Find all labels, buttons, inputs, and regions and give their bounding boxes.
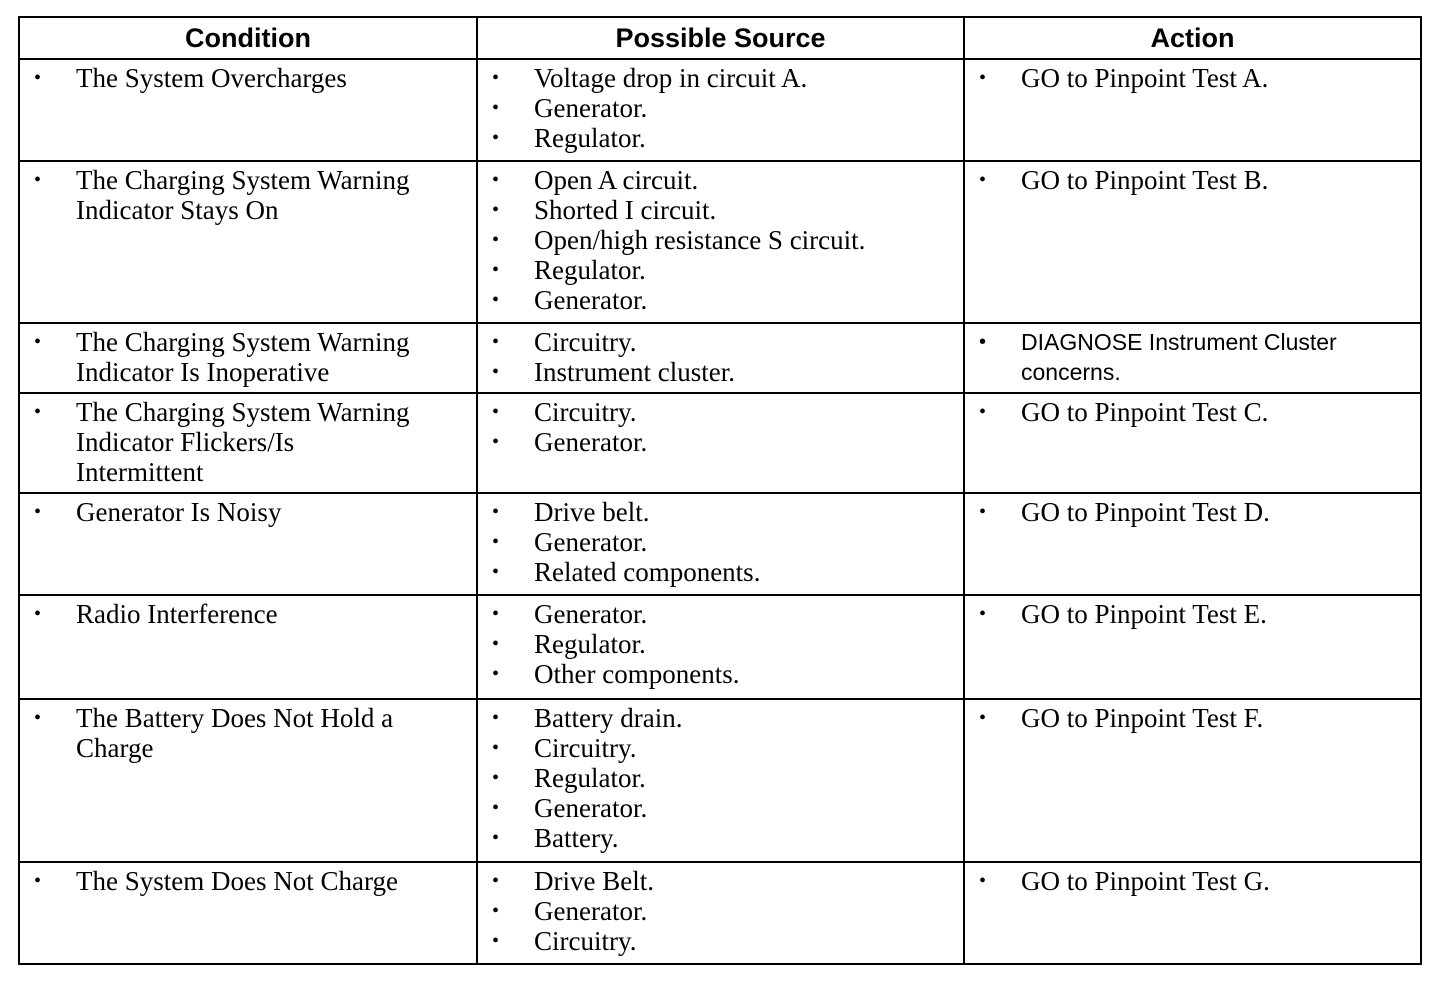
source-item: • Generator. [492, 285, 648, 315]
header-possible-source: Possible Source [477, 17, 964, 59]
table-row [19, 323, 1421, 393]
source-item: • Circuitry. [492, 327, 637, 357]
source-item: • Generator. [492, 527, 648, 557]
source-item: • Circuitry. [492, 397, 637, 427]
header-condition: Condition [19, 17, 477, 59]
table-row [19, 699, 1421, 862]
action-item: • GO to Pinpoint Test G. [979, 866, 1270, 896]
condition-item: • The Battery Does Not Hold a Charge [34, 703, 394, 763]
condition-cell [19, 595, 477, 699]
bullet: • [34, 67, 42, 89]
source-item: • Battery. [492, 823, 619, 853]
table-row [19, 161, 1421, 323]
source-item: • Generator. [492, 93, 648, 123]
source-item: • Generator. [492, 599, 648, 629]
bullet: • [492, 827, 500, 849]
bullet: • [979, 169, 987, 191]
source-cell [477, 323, 964, 393]
table-row [19, 595, 1421, 699]
action-item: • GO to Pinpoint Test A. [979, 63, 1269, 93]
diagnosis-table [18, 16, 1422, 965]
table-row [19, 393, 1421, 493]
bullet: • [492, 561, 500, 583]
condition-cell [19, 323, 477, 393]
bullet: • [979, 707, 987, 729]
bullet: • [979, 401, 987, 423]
source-item: • Generator. [492, 427, 648, 457]
bullet: • [979, 603, 987, 625]
source-item: • Regulator. [492, 123, 646, 153]
condition-item: • Radio Interference [34, 599, 278, 629]
bullet: • [492, 401, 500, 423]
bullet: • [492, 229, 500, 251]
bullet: • [34, 331, 42, 353]
condition-cell [19, 59, 477, 161]
action-item: • GO to Pinpoint Test C. [979, 397, 1269, 427]
bullet: • [979, 331, 987, 353]
bullet: • [34, 707, 42, 729]
source-item: • Related components. [492, 557, 761, 587]
source-item: • Shorted I circuit. [492, 195, 717, 225]
source-item: • Battery drain. [492, 703, 683, 733]
bullet: • [492, 501, 500, 523]
bullet: • [492, 331, 500, 353]
source-item: • Generator. [492, 793, 648, 823]
header-action: Action [964, 17, 1421, 59]
source-item: • Instrument cluster. [492, 357, 735, 387]
action-cell [964, 493, 1421, 595]
source-item: • Regulator. [492, 763, 646, 793]
bullet: • [979, 67, 987, 89]
bullet: • [492, 870, 500, 892]
source-item: • Voltage drop in circuit A. [492, 63, 808, 93]
bullet: • [492, 361, 500, 383]
source-cell [477, 393, 964, 493]
source-item: • Other components. [492, 659, 740, 689]
table-row [19, 862, 1421, 964]
bullet: • [492, 737, 500, 759]
action-cell [964, 393, 1421, 493]
source-item: • Drive belt. [492, 497, 650, 527]
condition-item: • The Charging System Warning Indicator Flickers/Is Intermittent [34, 397, 410, 487]
bullet: • [492, 930, 500, 952]
condition-cell [19, 393, 477, 493]
action-cell [964, 595, 1421, 699]
bullet: • [34, 169, 42, 191]
source-item: • Open A circuit. [492, 165, 699, 195]
bullet: • [492, 767, 500, 789]
bullet: • [34, 870, 42, 892]
bullet: • [492, 289, 500, 311]
bullet: • [492, 67, 500, 89]
source-item: • Regulator. [492, 255, 646, 285]
condition-cell [19, 699, 477, 862]
bullet: • [492, 259, 500, 281]
bullet: • [34, 501, 42, 523]
action-item: • GO to Pinpoint Test D. [979, 497, 1270, 527]
condition-cell [19, 493, 477, 595]
bullet: • [492, 127, 500, 149]
bullet: • [492, 633, 500, 655]
bullet: • [979, 501, 987, 523]
action-item: • DIAGNOSE Instrument Cluster concerns. [979, 329, 1337, 385]
condition-cell [19, 862, 477, 964]
bullet: • [492, 531, 500, 553]
condition-item: • The Charging System Warning Indicator Is Inoperative [34, 327, 410, 387]
bullet: • [492, 663, 500, 685]
source-cell [477, 59, 964, 161]
source-cell [477, 699, 964, 862]
action-cell [964, 323, 1421, 393]
bullet: • [492, 97, 500, 119]
source-cell [477, 493, 964, 595]
action-cell [964, 59, 1421, 161]
condition-item: • The System Overcharges [34, 63, 347, 93]
condition-cell [19, 161, 477, 323]
source-item: • Drive Belt. [492, 866, 654, 896]
bullet: • [492, 900, 500, 922]
source-item: • Circuitry. [492, 733, 637, 763]
bullet: • [34, 401, 42, 423]
bullet: • [979, 870, 987, 892]
bullet: • [492, 431, 500, 453]
bullet: • [492, 707, 500, 729]
header-row [19, 17, 1421, 59]
bullet: • [492, 797, 500, 819]
source-cell [477, 862, 964, 964]
bullet: • [34, 603, 42, 625]
action-item: • GO to Pinpoint Test E. [979, 599, 1267, 629]
action-item: • GO to Pinpoint Test B. [979, 165, 1269, 195]
source-cell [477, 161, 964, 323]
source-cell [477, 595, 964, 699]
bullet: • [492, 169, 500, 191]
condition-item: • Generator Is Noisy [34, 497, 282, 527]
source-item: • Circuitry. [492, 926, 637, 956]
condition-item: • The Charging System Warning Indicator Stays On [34, 165, 410, 225]
source-item: • Open/high resistance S circuit. [492, 225, 866, 255]
bullet: • [492, 199, 500, 221]
action-item: • GO to Pinpoint Test F. [979, 703, 1264, 733]
action-cell [964, 699, 1421, 862]
table-row [19, 59, 1421, 161]
source-item: • Generator. [492, 896, 648, 926]
action-cell [964, 862, 1421, 964]
table-row [19, 493, 1421, 595]
source-item: • Regulator. [492, 629, 646, 659]
action-cell [964, 161, 1421, 323]
condition-item: • The System Does Not Charge [34, 866, 398, 896]
bullet: • [492, 603, 500, 625]
